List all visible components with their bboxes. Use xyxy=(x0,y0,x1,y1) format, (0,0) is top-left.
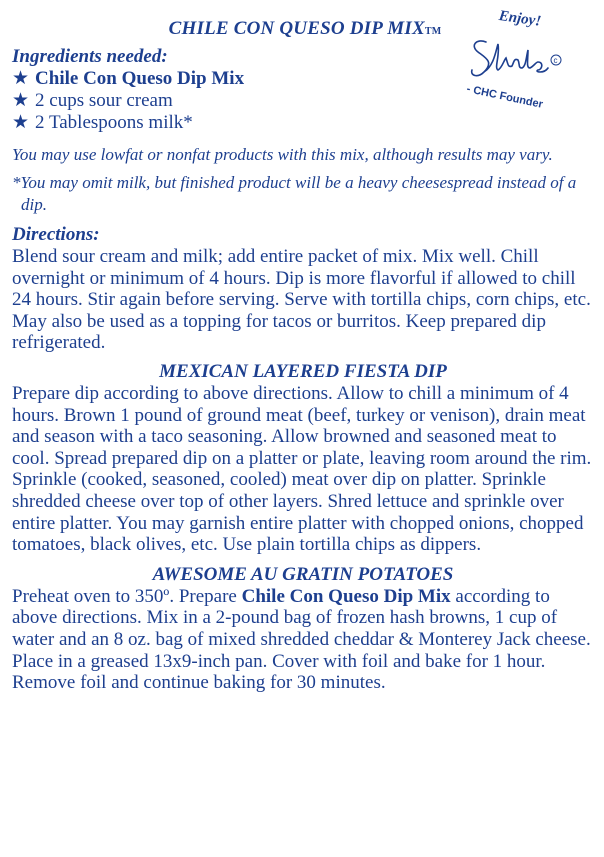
trademark-mark: TM xyxy=(424,26,442,37)
ingredients-label: Ingredients needed: xyxy=(12,46,168,67)
gratin-text-end: according to above directions. Mix in a 2-pound bag of frozen hash browns, 1 cup of water and an 8 oz. bag of mixed shredded cheddar & Monterey Jack cheese. Place in a greased 13x9-inch pan. Cover with foil and bake for 1 hour. Remove foil and continue baking for 30 minutes. xyxy=(12,585,591,694)
fiesta-text: Prepare dip according to above directions. Allow to chill a minimum of 4 hours. Brown 1 pound of ground meat (beef, turkey or venison), drain meat and season with a taco seasoning. Allow browned and seasoned meat to cool. Spread prepared dip on a platter or plate, leaving room around the rim. Sprinkle (cooked, seasoned, cooled) meat over dip on platter. Sprinkle shredded cheese over top of other layers. Shred lettuce and sprinkle over entire platter. You may garnish entire platter with chopped onions, chopped tomatoes, black olives, etc. Use plain tortilla chips as dippers. xyxy=(12,382,592,556)
recipe-card xyxy=(12,18,594,694)
directions-label: Directions: xyxy=(12,224,100,245)
ingredient-item xyxy=(12,112,594,134)
milk-note: *You may omit milk, but finished product will be a heavy cheesespread instead of a dip. xyxy=(12,173,577,214)
star-icon: ★ xyxy=(12,68,30,89)
svg-text:c: c xyxy=(553,56,558,65)
lowfat-note: You may use lowfat or nonfat products with this mix, although results may vary. xyxy=(12,145,553,164)
fiesta-title: MEXICAN LAYERED FIESTA DIP xyxy=(159,360,447,382)
founder-caption: - CHC Founder xyxy=(465,83,544,111)
star-icon: ★ xyxy=(12,112,30,133)
page-title xyxy=(12,18,594,40)
gratin-title: AWESOME AU GRATIN POTATOES xyxy=(152,563,454,585)
ingredient-item xyxy=(12,68,594,90)
gratin-product-name: Chile Con Queso Dip Mix xyxy=(241,585,451,607)
enjoy-text: Enjoy! xyxy=(497,8,543,30)
gratin-text xyxy=(12,586,594,694)
ingredient-item xyxy=(12,90,594,112)
ingredient-text: 2 cups sour cream xyxy=(35,90,173,111)
ingredient-text: Chile Con Queso Dip Mix xyxy=(35,68,245,89)
star-icon: ★ xyxy=(12,90,30,111)
ingredient-text: 2 Tablespoons milk* xyxy=(35,112,193,133)
gratin-text-start: Preheat oven to 350º. Prepare xyxy=(12,585,242,607)
title-text: CHILE CON QUESO DIP MIX xyxy=(168,18,425,39)
directions-text: Blend sour cream and milk; add entire packet of mix. Mix well. Chill overnight or minimum of 4 hours. Dip is more flavorful if allowed to chill 24 hours. Stir again before serving. Serve with tortilla chips, corn chips, etc. May also be used as a topping for tacos or burritos. Keep prepared dip refrigerated. xyxy=(12,246,591,354)
